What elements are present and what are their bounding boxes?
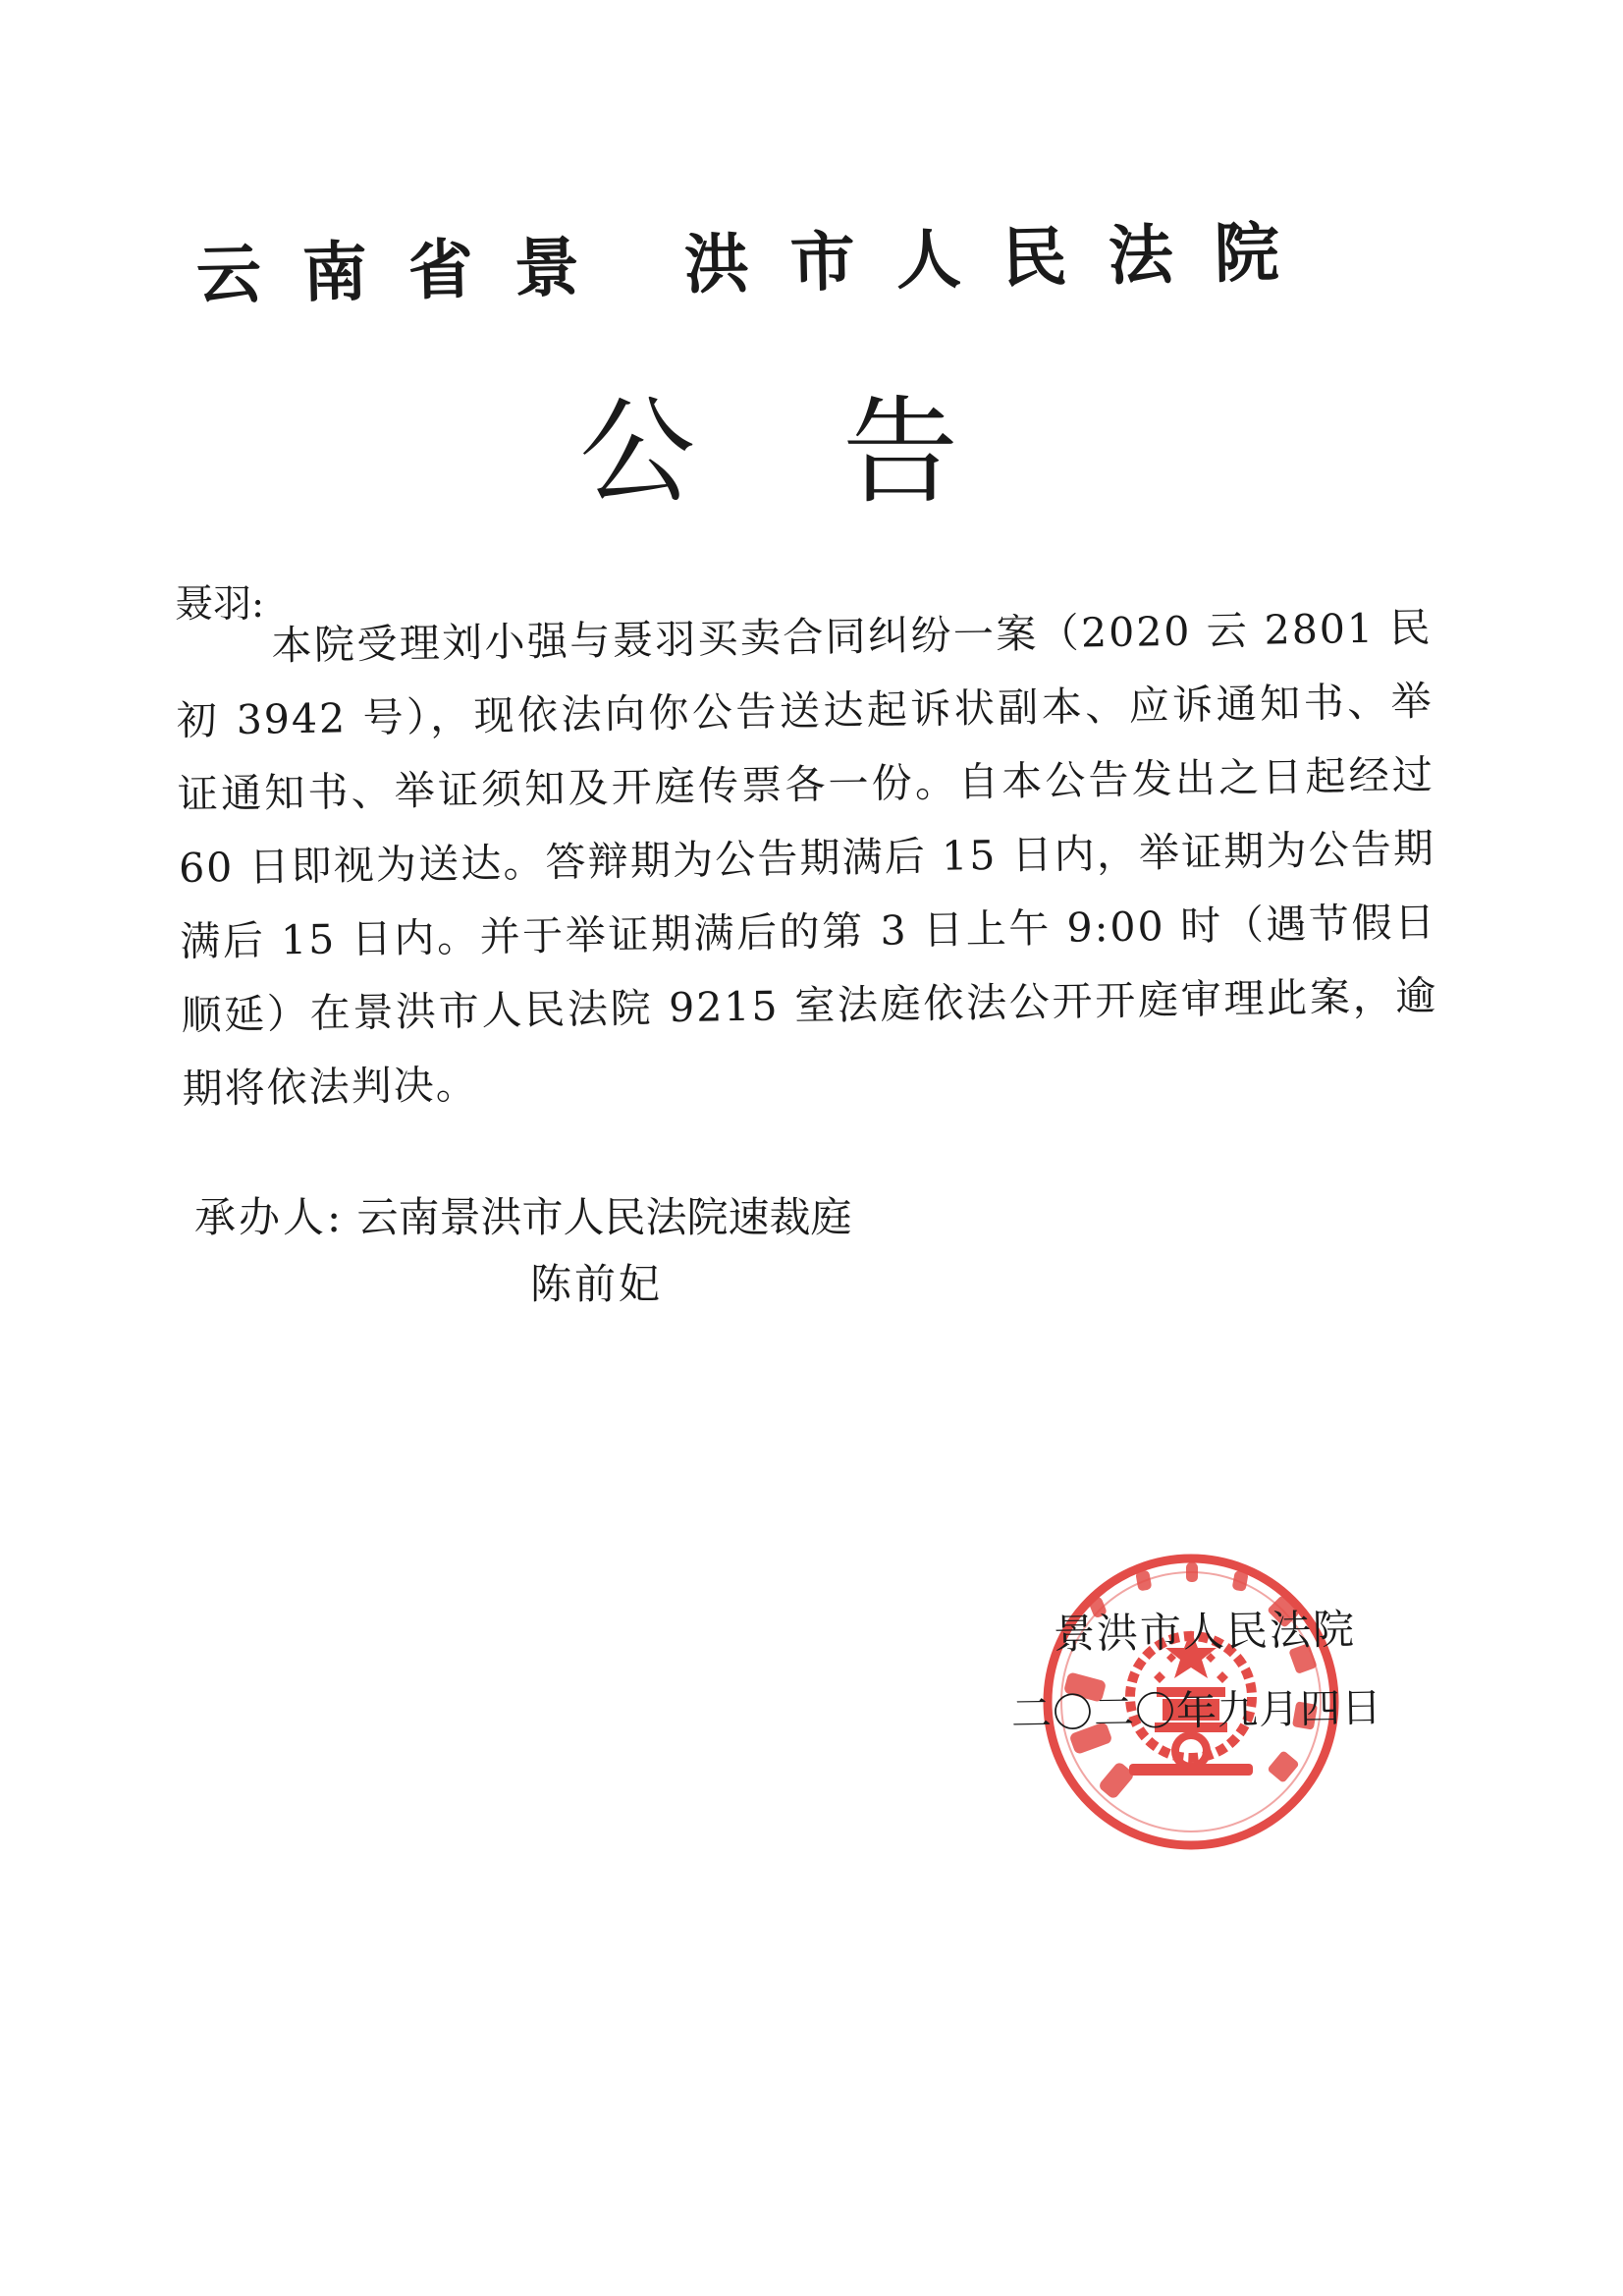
issuing-court: 景洪市人民法院 xyxy=(1053,1605,1357,1659)
issue-date: 二〇二〇年九月四日 xyxy=(1010,1683,1383,1738)
addressee: 聂羽: xyxy=(175,582,265,627)
announcement-body: 本院受理刘小强与聂羽买卖合同纠纷一案（2020 云 2801 民初 3942 号），现依法向你公告送达起诉状副本、应诉通知书、举证通知书、举证须知及开庭传票各一份。自本公告发出之日起经过 60 日即视为送达。答辩期为公告期满后 15 日内，举证期为公告期满后 15 日内。并于举证期满后的第 3 日上午 9:00 时（遇节假日顺延）在景洪市人民法院 9215 室法庭依法公开开庭审理此案，逾期将依法判决。 xyxy=(176,603,1438,1113)
document-title: 公告 xyxy=(579,384,1107,519)
handler-line xyxy=(194,1188,852,1247)
handler-department: 云南景洪市人民法院速裁庭 xyxy=(356,1193,852,1241)
court-name-heading: 云南省景 洪市人民法院 xyxy=(195,214,1322,313)
handler-name: 陈前妃 xyxy=(530,1260,664,1308)
handler-label: 承办人: xyxy=(194,1193,345,1241)
